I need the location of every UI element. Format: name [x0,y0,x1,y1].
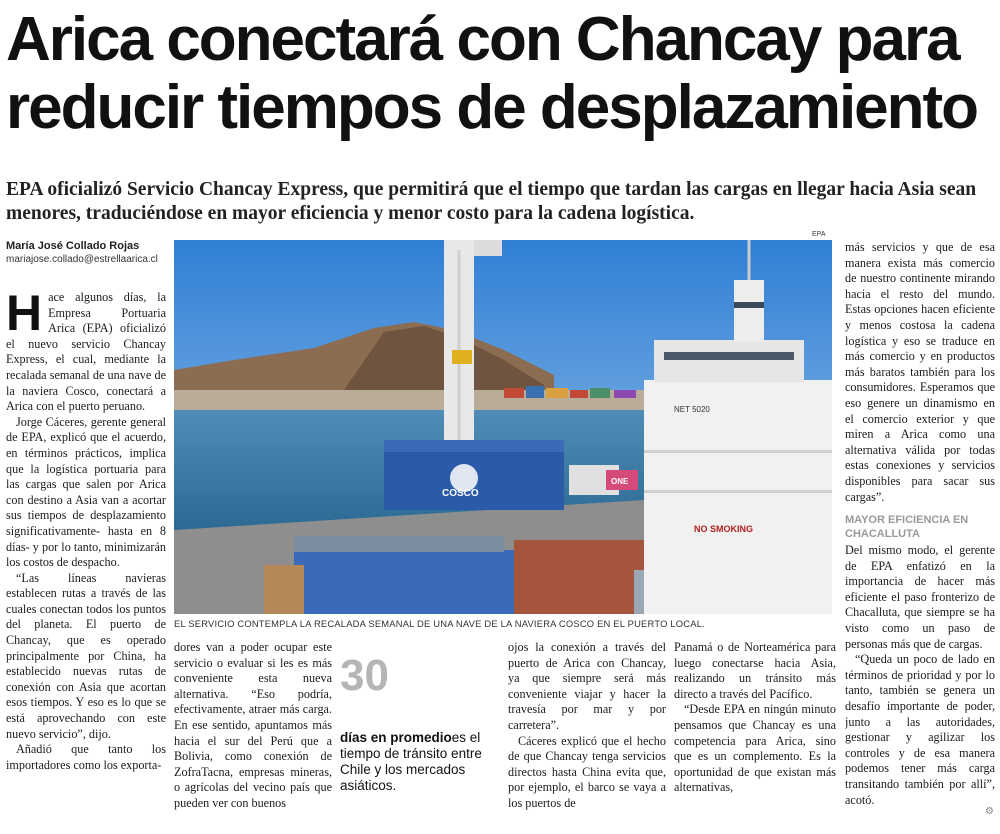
byline [6,240,168,265]
paragraph: “Desde EPA en ningún minuto pensamos que Chancay es una competencia para Arica, sino que es un complemento. Es la oportunidad de que existan más alternativas, [674,702,836,795]
paragraph: ojos la conexión a través del puerto de Arica con Chancay, ya que siempre será más conveniente viajar y hacer la travesía por mar y por carretera”. [508,640,666,732]
paragraph: más servicios y que de esa manera exista más comercio de nuestro continente mirando hacia el resto del mundo. Estas opciones hacen eficiente y menos costosa la cadena logística y eso se traduce en más comercio y en productos más baratos también para los consumidores. Esperamos que eso genere un dinamismo en el comercio exterior y que miren a Arica como una alternativa válida por todas estas conexiones y servicios disponibles para sacar sus cargas”. [845,240,995,504]
cosco-label: COSCO [442,488,479,499]
one-label: ONE [611,477,629,486]
stat-rest: es el tiempo de tránsito entre Chile y los mercados asiáticos. [340,730,482,793]
article-column-2 [174,640,332,830]
paragraph: dores van a poder ocupar este servicio o evaluar si les es más conveniente esta nueva alternativa. “Eso podría, efectivamente, atraer más carga. En ese sentido, apuntamos más hacia el sur del Perú que a Bolivia, como conexión de ZofraTacna, empresas mineras, o agrícolas del vecino país que pueden ver con buenos [174,640,332,810]
port-photo [174,240,832,614]
stat-callout [340,652,500,794]
section-heading: MAYOR EFICIENCIA EN CHACALLUTA [845,514,969,541]
article-column-1 [6,290,166,830]
paragraph: Añadió que tanto los importadores como los exporta- [6,742,166,772]
paragraph: Cáceres explicó que el hecho de que Chancay tenga servicios directos hasta China evita que, por ejemplo, el barco se vaya a los puertos de [508,733,666,810]
drop-cap: H [6,290,43,341]
paragraph: “Las líneas navieras establecen rutas a través de las cuales conectan todos los puntos del planeta. El puerto de Chancay, que es operado principalmente por China, ha establecido nuevas rutas de conexión con Asia que acortan esos tiempos. Y eso es lo que se está aprovechando con este nuevo servicio”, dijo. [6,570,166,741]
photo-credit: EPA [812,231,826,238]
paragraph: Panamá o de Norteamérica para luego conectarse hacia Asia, realizando un tránsito más directo a través del Pacífico. [674,640,836,701]
paragraph: Del mismo modo, el gerente de EPA enfatizó en la importancia de hacer más eficiente el paso fronterizo de Chacalluta, que siempre se ha visto como un paso de personas más que de cargas. [845,543,995,651]
article-column-4 [674,640,836,830]
gear-icon: ⚙ [985,806,994,817]
net-label: NET 5020 [674,405,710,414]
article-column-5 [845,240,995,830]
stat-text [340,730,500,794]
port-illustration [174,240,832,614]
author-email[interactable]: mariajose.collado@estrellaarica.cl [6,254,158,265]
headline: Arica conectará con Chancay para reducir tiempos de desplazamiento [6,5,978,142]
paragraph: Hace algunos días, la Empresa Portuaria Arica (EPA) oficializó el nuevo servicio Chancay Express, el cual, mediante la recalada semanal de una nave de la naviera Cosco, conectará a Arica con el puerto peruano. [6,290,166,414]
author-name: María José Collado Rojas [6,240,140,252]
paragraph: “Queda un poco de lado en términos de prioridad y por lo tanto, también se genera un desafío importante de poder, junto a las autoridades, gestionar y agilizar los controles y de esa manera podemos tener más carga transitando también por allí”, acotó. [845,652,995,807]
paragraph: Jorge Cáceres, gerente general de EPA, explicó que el acuerdo, en términos prácticos, implica que la logística portuaria para las cargas que salen por Arica con destino a Asia van a acortar sus tiempos de desplazamiento significativamente- hasta en 8 días- y por lo tanto, minimizarán los costos de despacho. [6,414,166,570]
stat-bold: días en promedio [340,730,452,745]
subheadline: EPA oficializó Servicio Chancay Express, que permitirá que el tiempo que tardan las cargas en llegar hacia Asia sean menores, traduciéndose en mayor eficiencia y menor costo para la cadena logística. [6,179,977,224]
no-smoking-label: NO SMOKING [694,524,754,534]
stat-number: 30 [340,651,389,700]
photo-caption: EL SERVICIO CONTEMPLA LA RECALADA SEMANAL DE UNA NAVE DE LA NAVIERA COSCO EN EL PUERTO LOCAL. [174,618,705,629]
article-column-3 [508,640,666,830]
